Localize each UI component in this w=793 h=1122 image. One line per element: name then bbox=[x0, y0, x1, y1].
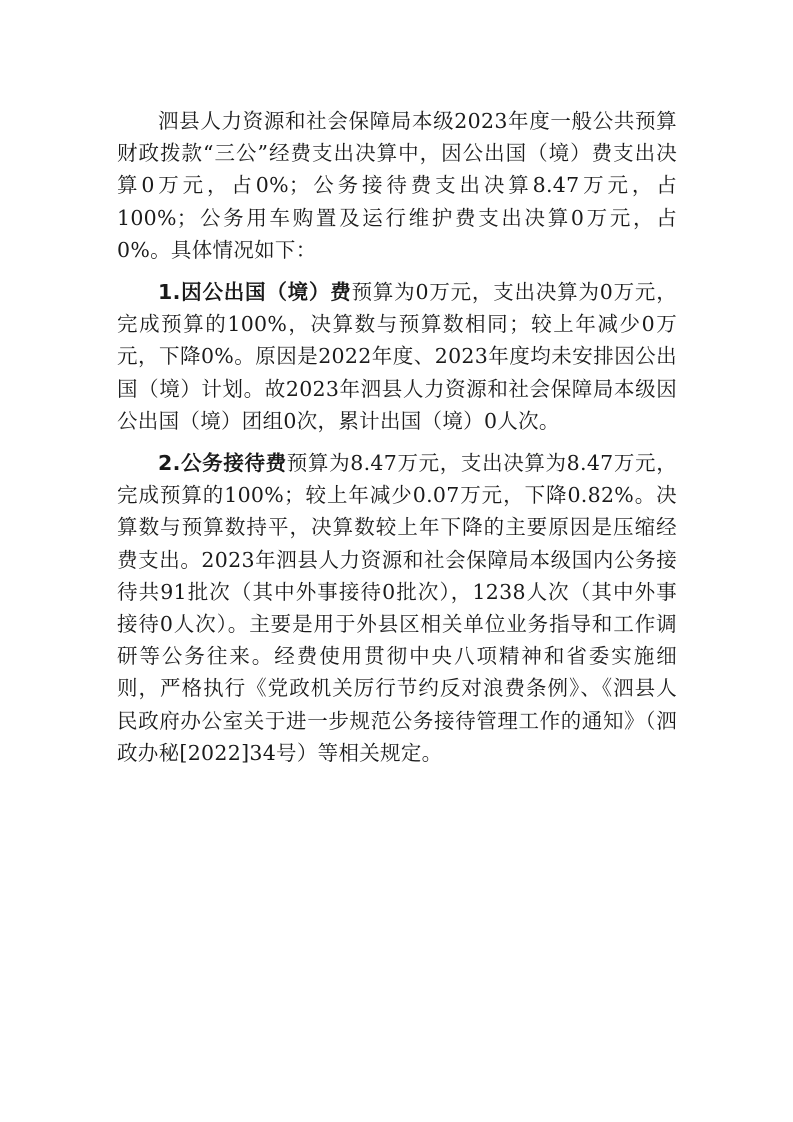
intro-paragraph: 泗县人力资源和社会保障局本级2023年度一般公共预算财政拨款“三公”经费支出决算中，因公出国（境）费支出决算0万元，占0%；公务接待费支出决算8.47万元，占100%；公务用车购置及运行维护费支出决算0万元，占0%。具体情况如下： bbox=[117, 109, 677, 262]
section-body-official-reception: 预算为8.47万元，支出决算为8.47万元，完成预算的100%；较上年减少0.07万元，下降0.82%。决算数与预算数持平，决算数较上年下降的主要原因是压缩经费支出。2023年泗县人力资源和社会保障局本级国内公务接待共91批次（其中外事接待0批次），1238人次（其中外事接待0人次）。主要是用于外县区相关单位业务指导和工作调研等公务往来。经费使用贯彻中央八项精神和省委实施细则，严格执行《党政机关厉行节约反对浪费条例》、《泗县人民政府办公室关于进一步规范公务接待管理工作的通知》（泗政办秘[2022]34号）等相关规定。 bbox=[117, 451, 677, 765]
section-heading-travel-abroad: 1.因公出国（境）费 bbox=[158, 280, 352, 305]
document-page bbox=[117, 105, 677, 779]
section-body-travel-abroad: 预算为0万元，支出决算为0万元，完成预算的100%，决算数与预算数相同；较上年减少0万元，下降0%。原因是2022年度、2023年度均未安排因公出国（境）计划。故2023年泗县人力资源和社会保障局本级因公出国（境）团组0次，累计出国（境）0人次。 bbox=[117, 280, 677, 433]
section-travel-abroad bbox=[117, 276, 677, 437]
section-official-reception bbox=[117, 447, 677, 769]
section-heading-official-reception: 2.公务接待费 bbox=[158, 451, 287, 476]
